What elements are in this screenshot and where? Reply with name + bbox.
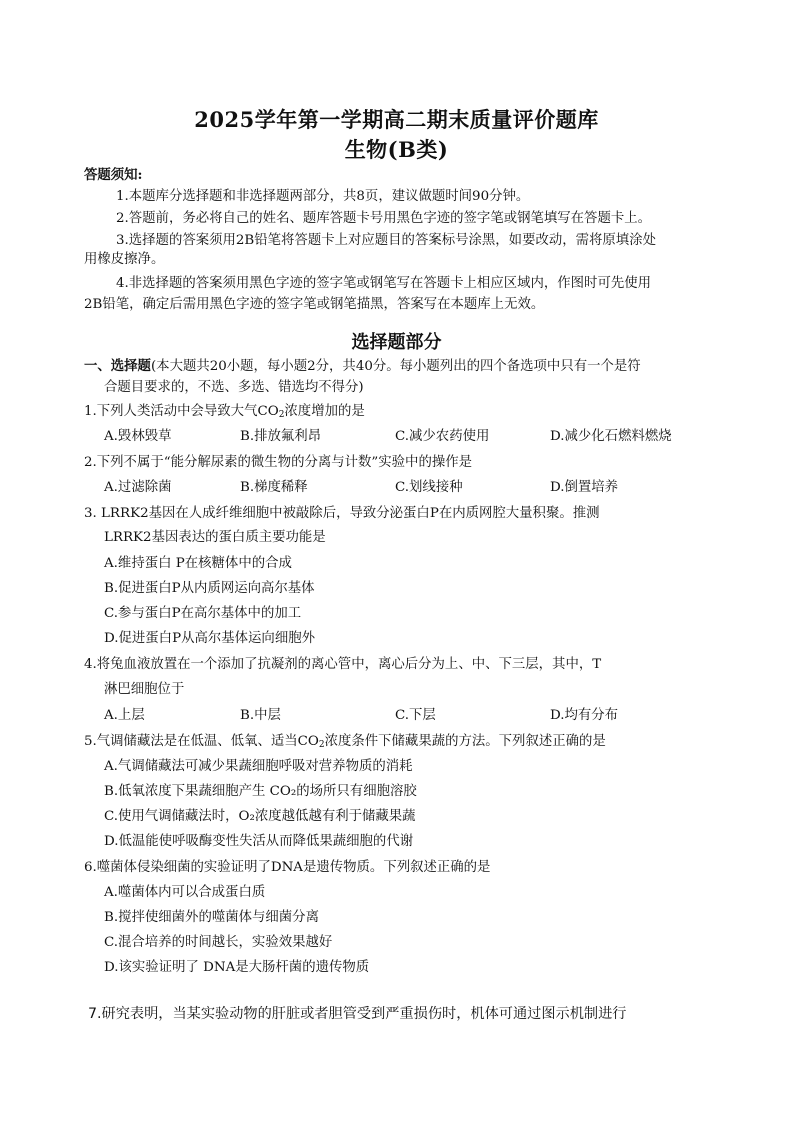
question-stem: 淋巴细胞位于: [104, 682, 185, 697]
question-stem: 6.噬菌体侵染细菌的实验证明了DNA是遗传物质。下列叙述正确的是: [84, 860, 491, 875]
option: B.低氧浓度下果蔬细胞产生 CO₂的场所只有细胞溶胶: [104, 784, 417, 799]
option: A.上层: [104, 708, 145, 723]
option: C.划线接种: [395, 480, 463, 495]
part-desc: (本大题共20小题，每小题2分，共40分。每小题列出的四个备选项中只有一个是符: [150, 359, 641, 374]
option: B.搅拌使细菌外的噬菌体与细菌分离: [104, 910, 319, 925]
option: B.排放氟利昂: [240, 429, 322, 444]
notice-item: 4.非选择题的答案须用黑色字迹的签字笔或钢笔写在答题卡上相应区域内，作图时可先使用: [116, 276, 652, 291]
notice-heading: 答题须知:: [84, 167, 143, 183]
page-title: 2025学年第一学期高二期末质量评价题库: [194, 107, 599, 132]
option: C.参与蛋白P在高尔基体中的加工: [104, 606, 302, 621]
question-stem: 7.研究表明，当某实验动物的肝脏或者胆管受到严重损伤时，机体可通过图示机制进行: [88, 1006, 627, 1022]
option: A.噬菌体内可以合成蛋白质: [104, 885, 266, 900]
question-stem: 1.下列人类活动中会导致大气$CO_2$浓度增加的是: [84, 404, 365, 420]
option: D.促进蛋白P从高尔基体运向细胞外: [104, 631, 315, 646]
notice-item: 1.本题库分选择题和非选择题两部分，共8页，建议做题时间90分钟。: [116, 189, 530, 204]
question-stem: LRRK2基因表达的蛋白质主要功能是: [104, 530, 326, 545]
notice-item: 2.答题前，务必将自己的姓名、题库答题卡号用黑色字迹的签字笔或钢笔填写在答题卡上。: [116, 211, 652, 226]
option: D.该实验证明了 DNA是大肠杆菌的遗传物质: [104, 960, 370, 975]
option: A.毁林毁草: [104, 429, 172, 444]
question-stem: 3. LRRK2基因在人成纤维细胞中被敲除后，导致分泌蛋白P在内质网腔大量积聚。推测: [84, 506, 600, 521]
option: C.减少农药使用: [395, 429, 490, 444]
notice-item: 2B铅笔，确定后需用黑色字迹的签字笔或钢笔描黑，答案写在本题库上无效。: [84, 297, 545, 312]
option: C.使用气调储藏法时，O₂浓度越低越有利于储藏果蔬: [104, 809, 416, 824]
question-stem: 4.将兔血液放置在一个添加了抗凝剂的离心管中，离心后分为上、中、下三层，其中，T: [84, 657, 602, 672]
option: D.低温能使呼吸酶变性失活从而降低果蔬细胞的代谢: [104, 834, 414, 849]
option: C.下层: [395, 708, 436, 723]
notice-item: 3.选择题的答案须用2B铅笔将答题卡上对应题目的答案标号涂黑，如要改动，需将原填涂处: [116, 233, 656, 248]
question-stem: 2.下列不属于“能分解尿素的微生物的分离与计数”实验中的操作是: [84, 455, 473, 470]
part-label: 一、选择题: [84, 358, 151, 374]
option: A.过滤除菌: [104, 480, 172, 495]
section-title: 选择题部分: [351, 332, 442, 353]
option: D.倒置培养: [550, 480, 619, 495]
option: B.促进蛋白P从内质网运向高尔基体: [104, 581, 315, 596]
option: C.混合培养的时间越长，实验效果越好: [104, 935, 333, 950]
option: A.气调储藏法可减少果蔬细胞呼吸对营养物质的消耗: [104, 759, 413, 774]
page-subtitle: 生物(B类): [344, 137, 449, 162]
part-desc: 合题目要求的，不选、多选、错选均不得分): [104, 380, 364, 395]
part-intro: [84, 357, 641, 376]
option: B.梯度稀释: [240, 480, 308, 495]
option: D.减少化石燃料燃烧: [550, 429, 672, 444]
question-stem: 5.气调储藏法是在低温、低氧、适当$CO_2$浓度条件下储藏果蔬的方法。下列叙述正确的是: [84, 734, 606, 750]
option: D.均有分布: [550, 708, 619, 723]
option: A.维持蛋白 P在核糖体中的合成: [104, 556, 292, 571]
option: B.中层: [240, 708, 281, 723]
notice-item: 用橡皮擦净。: [84, 252, 165, 267]
